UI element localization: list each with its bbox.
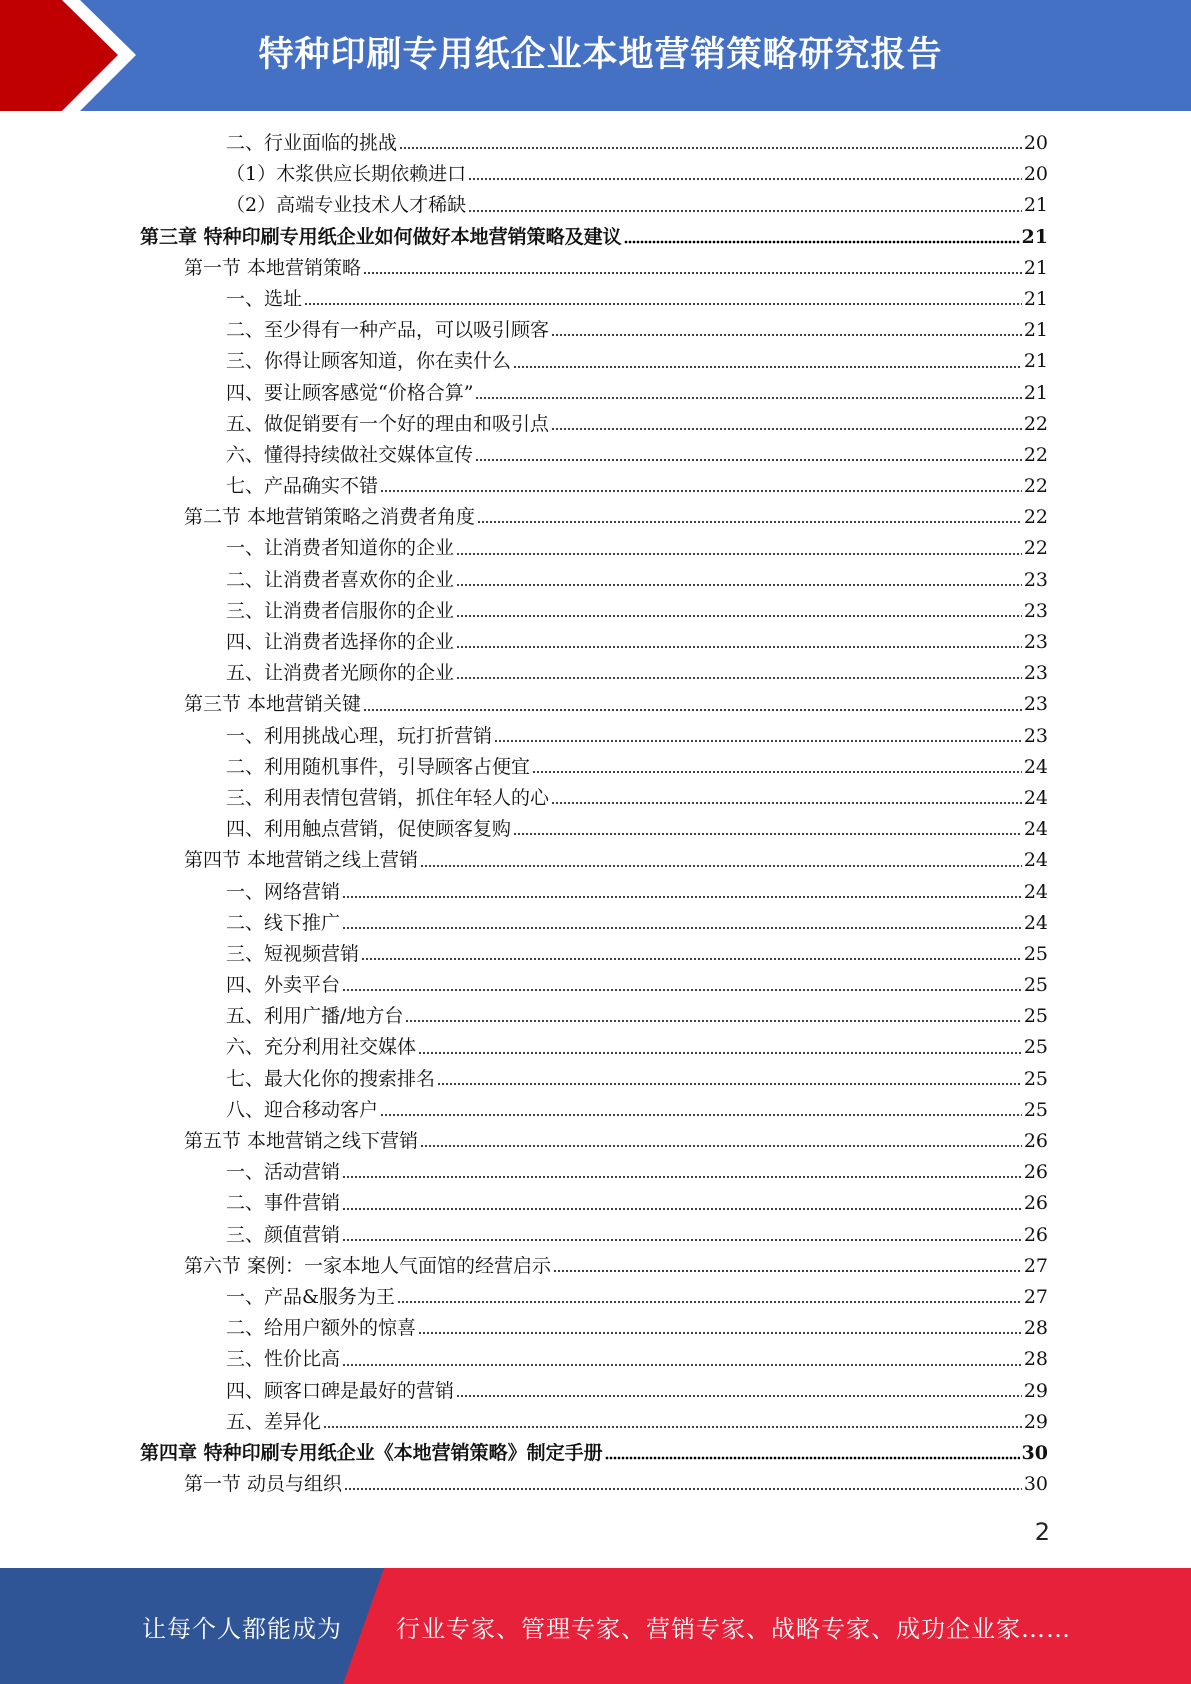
toc-entry-page: 25 <box>1023 942 1048 965</box>
toc-entry-page: 22 <box>1023 537 1048 560</box>
toc-dot-leader <box>342 1233 1022 1242</box>
toc-entry-page: 22 <box>1023 443 1048 466</box>
toc-entry-page: 28 <box>1023 1348 1048 1371</box>
toc-entry-label: 三、颜值营销 <box>226 1223 341 1246</box>
toc-dot-leader <box>363 703 1022 712</box>
toc-dot-leader <box>405 1014 1021 1023</box>
toc-entry-label: 第二节 本地营销策略之消费者角度 <box>184 506 476 529</box>
page-number: 2 <box>1034 1518 1050 1546</box>
toc-entry-label: 二、让消费者喜欢你的企业 <box>226 568 455 591</box>
toc-dot-leader <box>494 734 1022 743</box>
toc-entry-page: 25 <box>1023 1036 1048 1059</box>
toc-entry[interactable] <box>140 877 1048 908</box>
toc-entry-label: 五、让消费者光顾你的企业 <box>226 662 455 685</box>
toc-entry[interactable] <box>140 1220 1048 1251</box>
toc-dot-leader <box>553 1264 1022 1273</box>
toc-entry-label: 四、利用触点营销，促使顾客复购 <box>226 818 512 841</box>
toc-entry[interactable] <box>140 222 1048 253</box>
toc-entry[interactable] <box>140 1188 1048 1219</box>
toc-dot-leader <box>624 235 1020 244</box>
toc-entry-page: 21 <box>1023 350 1048 373</box>
toc-dot-leader <box>477 515 1022 524</box>
toc-entry[interactable] <box>140 1438 1048 1469</box>
toc-entry-page: 26 <box>1023 1161 1048 1184</box>
toc-entry[interactable] <box>140 814 1048 845</box>
toc-dot-leader <box>342 1170 1022 1179</box>
toc-entry[interactable] <box>140 1157 1048 1188</box>
toc-entry-label: 三、让消费者信服你的企业 <box>226 599 455 622</box>
toc-dot-leader <box>363 266 1022 275</box>
toc-entry-page: 24 <box>1023 786 1048 809</box>
toc-entry-page: 27 <box>1023 1285 1048 1308</box>
toc-entry-label: 六、懂得持续做社交媒体宣传 <box>226 443 474 466</box>
toc-entry[interactable] <box>140 190 1048 221</box>
toc-dot-leader <box>456 671 1022 680</box>
toc-dot-leader <box>475 453 1022 462</box>
toc-entry[interactable] <box>140 1032 1048 1063</box>
toc-entry[interactable] <box>140 1126 1048 1157</box>
toc-entry-label: 四、让消费者选择你的企业 <box>226 631 455 653</box>
toc-dot-leader <box>551 796 1022 805</box>
toc-entry[interactable] <box>140 409 1048 440</box>
toc-dot-leader <box>380 1108 1022 1117</box>
toc-entry-page: 24 <box>1023 911 1048 934</box>
toc-entry-label: 第四节 本地营销之线上营销 <box>184 849 419 872</box>
toc-entry-page: 27 <box>1023 1254 1048 1277</box>
footer-slogan-right: 行业专家、管理专家、营销专家、战略专家、成功企业家…… <box>396 1614 1071 1643</box>
toc-entry-page: 22 <box>1023 475 1048 498</box>
toc-entry-label: 一、网络营销 <box>226 880 341 903</box>
toc-entry-label: 第一节 本地营销策略 <box>184 256 362 279</box>
toc-entry-label: 八、迎合移动客户 <box>226 1098 379 1121</box>
toc-entry-page: 26 <box>1023 1130 1048 1152</box>
toc-entry[interactable] <box>140 502 1048 533</box>
toc-dot-leader <box>468 204 1022 213</box>
toc-entry[interactable] <box>140 939 1048 970</box>
page-header <box>0 0 1191 111</box>
toc-entry[interactable] <box>140 596 1048 627</box>
toc-entry[interactable] <box>140 128 1048 159</box>
toc-dot-leader <box>399 141 1022 150</box>
toc-entry-label: 第三章 特种印刷专用纸企业如何做好本地营销策略及建议 <box>140 225 622 248</box>
toc-entry-page: 21 <box>1023 381 1048 404</box>
toc-dot-leader <box>551 328 1022 337</box>
toc-dot-leader <box>342 983 1022 992</box>
toc-dot-leader <box>342 890 1022 899</box>
toc-dot-leader <box>361 952 1022 961</box>
toc-entry-page: 21 <box>1023 194 1048 217</box>
toc-entry-label: 七、产品确实不错 <box>226 475 379 498</box>
toc-entry[interactable] <box>140 253 1048 284</box>
toc-entry-label: 二、事件营销 <box>226 1192 341 1215</box>
toc-entry-label: 四、外卖平台 <box>226 974 341 997</box>
toc-entry-label: 二、行业面临的挑战 <box>226 132 398 154</box>
toc-dot-leader <box>456 640 1022 649</box>
toc-entry-page: 26 <box>1023 1223 1048 1246</box>
toc-entry-page: 25 <box>1023 1067 1048 1090</box>
toc-entry-page: 24 <box>1023 818 1048 841</box>
toc-entry-page: 22 <box>1023 412 1048 435</box>
toc-entry-page: 28 <box>1023 1317 1048 1340</box>
toc-entry-page: 25 <box>1023 1005 1048 1028</box>
toc-entry-label: 三、性价比高 <box>226 1348 341 1371</box>
toc-dot-leader <box>420 859 1022 868</box>
toc-dot-leader <box>304 297 1022 306</box>
toc-entry[interactable] <box>140 159 1048 190</box>
toc-entry-page: 25 <box>1023 974 1048 997</box>
toc-dot-leader <box>513 360 1022 369</box>
toc-entry-page: 26 <box>1023 1192 1048 1215</box>
toc-entry-label: 五、利用广播/地方台 <box>226 1005 404 1028</box>
table-of-contents <box>140 128 1048 1500</box>
footer-slogan-left: 让每个人都能成为 <box>142 1614 342 1643</box>
toc-dot-leader <box>513 827 1022 836</box>
toc-entry-page: 30 <box>1021 1441 1048 1464</box>
toc-entry[interactable] <box>140 752 1048 783</box>
toc-entry-page: 20 <box>1023 163 1048 186</box>
toc-entry-label: 五、差异化 <box>226 1410 322 1433</box>
toc-dot-leader <box>342 921 1022 930</box>
toc-dot-leader <box>456 578 1022 587</box>
toc-dot-leader <box>551 422 1022 431</box>
toc-entry[interactable] <box>140 1001 1048 1032</box>
toc-dot-leader <box>420 1139 1022 1148</box>
toc-dot-leader <box>397 1295 1022 1304</box>
toc-entry-page: 21 <box>1023 256 1048 279</box>
toc-entry[interactable] <box>140 346 1048 377</box>
toc-entry-page: 21 <box>1023 319 1048 342</box>
toc-entry[interactable] <box>140 1064 1048 1095</box>
toc-entry-label: 三、利用表情包营销，抓住年轻人的心 <box>226 786 550 809</box>
toc-entry-label: （1）木浆供应长期依赖进口 <box>226 163 467 186</box>
header-arrow-graphic <box>0 0 160 111</box>
toc-entry-label: 一、利用挑战心理，玩打折营销 <box>226 724 493 747</box>
toc-dot-leader <box>323 1420 1022 1429</box>
report-title: 特种印刷专用纸企业本地营销策略研究报告 <box>258 35 943 75</box>
toc-entry-page: 23 <box>1023 693 1048 716</box>
toc-entry-label: 二、给用户额外的惊喜 <box>226 1317 417 1340</box>
toc-dot-leader <box>418 1046 1022 1055</box>
toc-entry-page: 24 <box>1023 755 1048 778</box>
toc-dot-leader <box>437 1077 1022 1086</box>
toc-entry-label: 五、做促销要有一个好的理由和吸引点 <box>226 412 550 435</box>
toc-dot-leader <box>532 765 1022 774</box>
toc-entry[interactable] <box>140 1344 1048 1375</box>
toc-entry-label: 一、活动营销 <box>226 1161 341 1184</box>
toc-dot-leader <box>344 1482 1022 1491</box>
toc-entry-label: 六、充分利用社交媒体 <box>226 1036 417 1059</box>
toc-entry[interactable] <box>140 1376 1048 1407</box>
toc-entry-page: 23 <box>1023 724 1048 747</box>
toc-entry-label: 四、要让顾客感觉“价格合算” <box>226 381 474 404</box>
toc-entry-label: 三、短视频营销 <box>226 942 360 965</box>
toc-dot-leader <box>418 1326 1022 1335</box>
toc-entry[interactable] <box>140 1313 1048 1344</box>
toc-entry-label: 四、顾客口碑是最好的营销 <box>226 1379 455 1402</box>
toc-entry-label: （2）高端专业技术人才稀缺 <box>226 194 467 217</box>
toc-dot-leader <box>475 391 1021 400</box>
toc-entry[interactable] <box>140 1251 1048 1282</box>
toc-entry[interactable] <box>140 721 1048 752</box>
toc-entry[interactable] <box>140 284 1048 315</box>
toc-entry-label: 七、最大化你的搜索排名 <box>226 1067 436 1090</box>
toc-dot-leader <box>456 547 1022 556</box>
toc-dot-leader <box>380 484 1022 493</box>
toc-entry-page: 21 <box>1023 287 1048 310</box>
toc-entry[interactable] <box>140 1407 1048 1438</box>
toc-entry-label: 二、线下推广 <box>226 911 341 934</box>
toc-entry[interactable] <box>140 315 1048 346</box>
toc-entry-page: 29 <box>1023 1410 1048 1433</box>
toc-entry-page: 20 <box>1023 132 1048 154</box>
toc-entry-page: 21 <box>1021 225 1048 248</box>
toc-entry[interactable] <box>140 1469 1048 1500</box>
toc-entry-page: 23 <box>1023 662 1048 685</box>
toc-entry[interactable] <box>140 908 1048 939</box>
toc-entry-label: 第六节 案例：一家本地人气面馆的经营启示 <box>184 1254 552 1277</box>
toc-dot-leader <box>605 1451 1020 1460</box>
toc-entry[interactable] <box>140 627 1048 658</box>
toc-entry[interactable] <box>140 565 1048 596</box>
toc-entry-label: 一、产品&服务为王 <box>226 1285 395 1308</box>
toc-entry-label: 一、选址 <box>226 287 303 310</box>
toc-entry-page: 23 <box>1023 568 1048 591</box>
toc-entry[interactable] <box>140 658 1048 689</box>
page-footer <box>0 1568 1191 1684</box>
toc-dot-leader <box>342 1358 1022 1367</box>
toc-entry-page: 23 <box>1023 599 1048 622</box>
toc-entry-label: 二、利用随机事件，引导顾客占便宜 <box>226 755 531 778</box>
toc-entry-label: 第五节 本地营销之线下营销 <box>184 1130 419 1152</box>
toc-entry-page: 24 <box>1023 880 1048 903</box>
toc-entry-label: 第三节 本地营销关键 <box>184 693 362 716</box>
toc-dot-leader <box>342 1202 1022 1211</box>
toc-entry[interactable] <box>140 1282 1048 1313</box>
toc-entry-label: 第一节 动员与组织 <box>184 1473 343 1496</box>
toc-entry-page: 29 <box>1023 1379 1048 1402</box>
toc-entry-page: 24 <box>1023 849 1048 872</box>
toc-entry-label: 第四章 特种印刷专用纸企业《本地营销策略》制定手册 <box>140 1441 603 1464</box>
toc-entry[interactable] <box>140 471 1048 502</box>
toc-entry-label: 一、让消费者知道你的企业 <box>226 537 455 560</box>
toc-entry[interactable] <box>140 689 1048 720</box>
toc-entry-label: 三、你得让顾客知道，你在卖什么 <box>226 350 512 373</box>
toc-entry[interactable] <box>140 783 1048 814</box>
toc-dot-leader <box>456 609 1022 618</box>
toc-entry-page: 22 <box>1023 506 1048 529</box>
toc-entry-page: 25 <box>1023 1098 1048 1121</box>
toc-dot-leader <box>456 1389 1022 1398</box>
toc-entry-label: 二、至少得有一种产品，可以吸引顾客 <box>226 319 550 342</box>
toc-entry[interactable] <box>140 440 1048 471</box>
toc-dot-leader <box>468 172 1022 181</box>
toc-entry[interactable] <box>140 533 1048 564</box>
toc-entry[interactable] <box>140 1095 1048 1126</box>
toc-entry[interactable] <box>140 845 1048 876</box>
toc-entry[interactable] <box>140 970 1048 1001</box>
toc-entry-page: 23 <box>1023 631 1048 653</box>
toc-entry-page: 30 <box>1023 1473 1048 1496</box>
toc-entry[interactable] <box>140 378 1048 409</box>
